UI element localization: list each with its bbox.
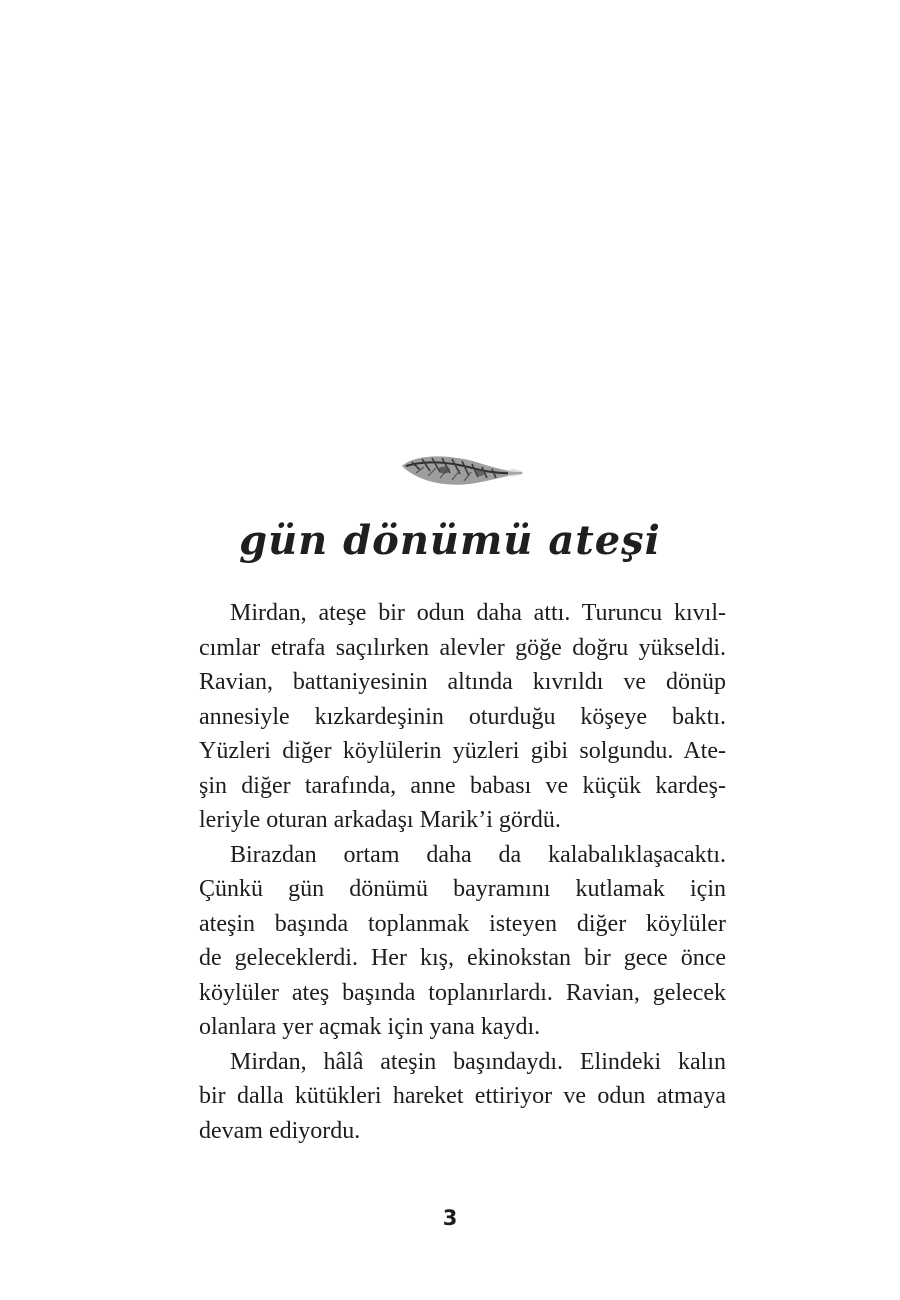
text-line: bir dalla kütükleri hareket ettiriyor ve odun atmaya	[199, 1083, 726, 1109]
text-line: Yüzleri diğer köylülerin yüzleri gibi solgundu. Ate-	[199, 738, 726, 764]
text-line: Mirdan, ateşe bir odun daha attı. Turuncu kıvıl-	[230, 600, 726, 626]
body-text	[199, 596, 726, 1148]
feather-icon	[396, 440, 531, 496]
text-line: ateşin başında toplanmak isteyen diğer köylüler	[199, 910, 726, 937]
text-line: Çünkü gün dönümü bayramını kutlamak için	[199, 876, 726, 902]
text-line: leriyle oturan arkadaşı Marik’i gördü.	[199, 807, 561, 833]
text-line: Ravian, battaniyesinin altında kıvrıldı ve dönüp	[199, 669, 726, 695]
text-line: şin diğer tarafında, anne babası ve küçük kardeş-	[199, 772, 726, 799]
text-line: Mirdan, hâlâ ateşin başındaydı. Elindeki kalın	[230, 1048, 726, 1075]
text-line: de geleceklerdi. Her kış, ekinokstan bir gece önce	[199, 945, 726, 971]
paragraph-2	[199, 838, 726, 1045]
text-line: devam ediyordu.	[199, 1117, 361, 1144]
text-line: köylüler ateş başında toplanırlardı. Ravian, gelecek	[199, 979, 726, 1006]
text-line: olanlara yer açmak için yana kaydı.	[199, 1014, 541, 1040]
page-number: 3	[442, 1206, 458, 1230]
paragraph-3	[199, 1045, 726, 1149]
text-line: Birazdan ortam daha da kalabalıklaşacaktı.	[230, 841, 726, 868]
paragraph-1	[199, 596, 726, 838]
text-line: cımlar etrafa saçılırken alevler göğe doğru yükseldi.	[199, 634, 726, 661]
text-line: annesiyle kızkardeşinin oturduğu köşeye baktı.	[199, 703, 726, 730]
chapter-title: gün dönümü ateşi	[239, 517, 661, 564]
